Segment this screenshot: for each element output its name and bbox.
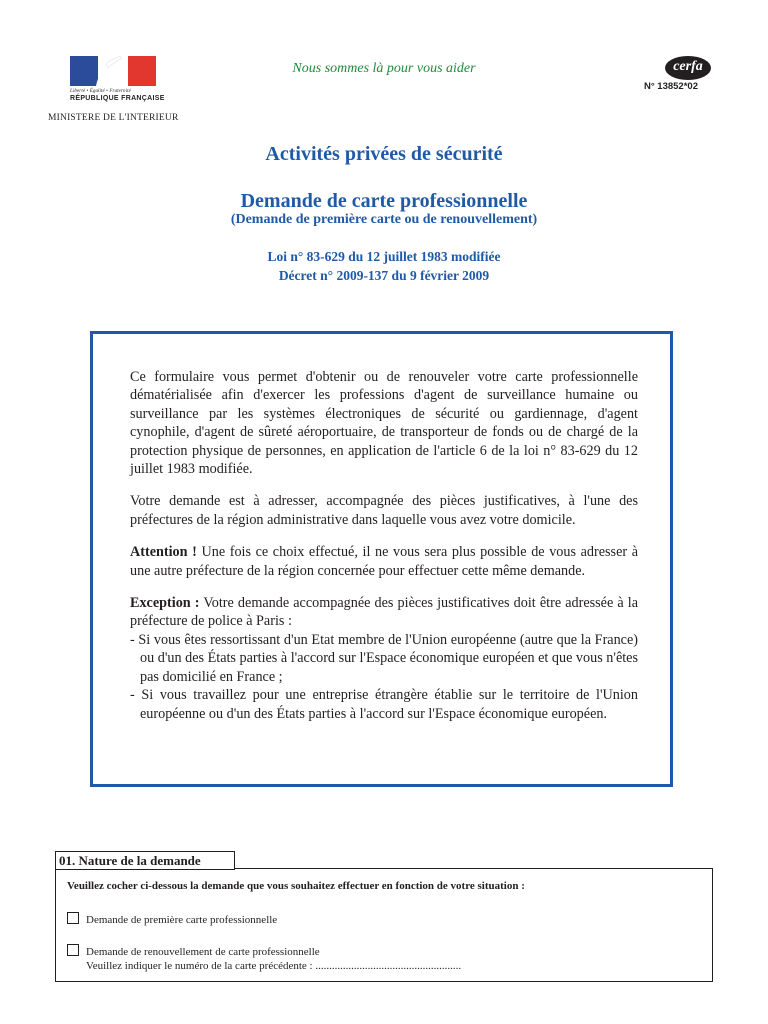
section-01-title: 01. Nature de la demande [55, 851, 235, 870]
info-box [90, 331, 673, 787]
info-paragraph-exception [130, 594, 638, 631]
cerfa-number: N° 13852*02 [644, 81, 698, 92]
option-first-card[interactable] [67, 912, 277, 926]
exception-item: - Si vous travaillez pour une entreprise étrangère établie sur le territoire de l'Union européenne ou d'un des États parties à l'accord sur l'Espace économique européen. [130, 687, 638, 722]
renewal-checkbox[interactable] [67, 944, 79, 956]
previous-card-number-field[interactable]: Veuillez indiquer le numéro de la carte précédente : ..................................................... [86, 960, 462, 972]
first-card-checkbox[interactable] [67, 912, 79, 924]
attention-label: Attention ! [130, 544, 197, 561]
exception-label: Exception : [130, 595, 200, 612]
first-card-label: Demande de première carte professionnelle [86, 914, 278, 926]
exception-item: - Si vous êtes ressortissant d'un Etat membre de l'Union européenne (autre que la France) ou d'un des États parties à l'accord sur l'Espace économique européen et que vous n'êtes pas domicilié en France ; [130, 631, 638, 685]
republic-name: RÉPUBLIQUE FRANÇAISE [70, 95, 165, 102]
option-renewal[interactable] [67, 944, 320, 958]
cerfa-logo: cerfa [665, 56, 711, 80]
decree-reference: Décret n° 2009-137 du 9 février 2009 [278, 268, 490, 283]
info-text [130, 368, 638, 723]
law-reference: Loi n° 83-629 du 12 juillet 1983 modifiée [267, 249, 501, 264]
info-paragraph-attention [130, 543, 638, 580]
republic-motto: Liberté • Égalité • Fraternité [70, 89, 131, 94]
section-01-box [55, 868, 713, 982]
form-title: Demande de carte professionnelle [240, 190, 528, 212]
section-01-instructions: Veuillez cocher ci-dessous la demande que vous souhaitez effectuer en fonction de votre situation : [67, 880, 525, 892]
exception-text: Votre demande accompagnée des pièces justificatives doit être adressée à la préfecture de police à Paris : [130, 595, 638, 630]
form-subtitle: (Demande de première carte ou de renouvellement) [230, 212, 538, 227]
slogan: Nous sommes là pour vous aider [292, 61, 476, 76]
renewal-label: Demande de renouvellement de carte professionnelle [86, 946, 320, 958]
main-title: Activités privées de sécurité [265, 143, 503, 165]
attention-text: Une fois ce choix effectué, il ne vous sera plus possible de vous adresser à une autre préfecture de la région concernée pour effectuer cette même demande. [130, 544, 638, 579]
ministry-name: MINISTERE DE L'INTERIEUR [48, 113, 179, 123]
info-paragraph-purpose: Ce formulaire vous permet d'obtenir ou de renouveler votre carte professionnelle dématérialisée afin d'exercer les professions d'agent de surveillance humaine ou surveillance par les systèmes électroniques de sécurité ou gardiennage, d'agent cynophile, d'agent de sûreté aéroportuaire, de transporteur de fonds ou de chargé de la protection physique de personnes, en application de l'article 6 de la loi n° 83-629 du 12 juillet 1983 modifiée. [130, 369, 638, 478]
info-paragraph-address: Votre demande est à adresser, accompagnée des pièces justificatives, à l'une des préfectures de la région administrative dans laquelle vous avez votre domicile. [130, 493, 638, 528]
